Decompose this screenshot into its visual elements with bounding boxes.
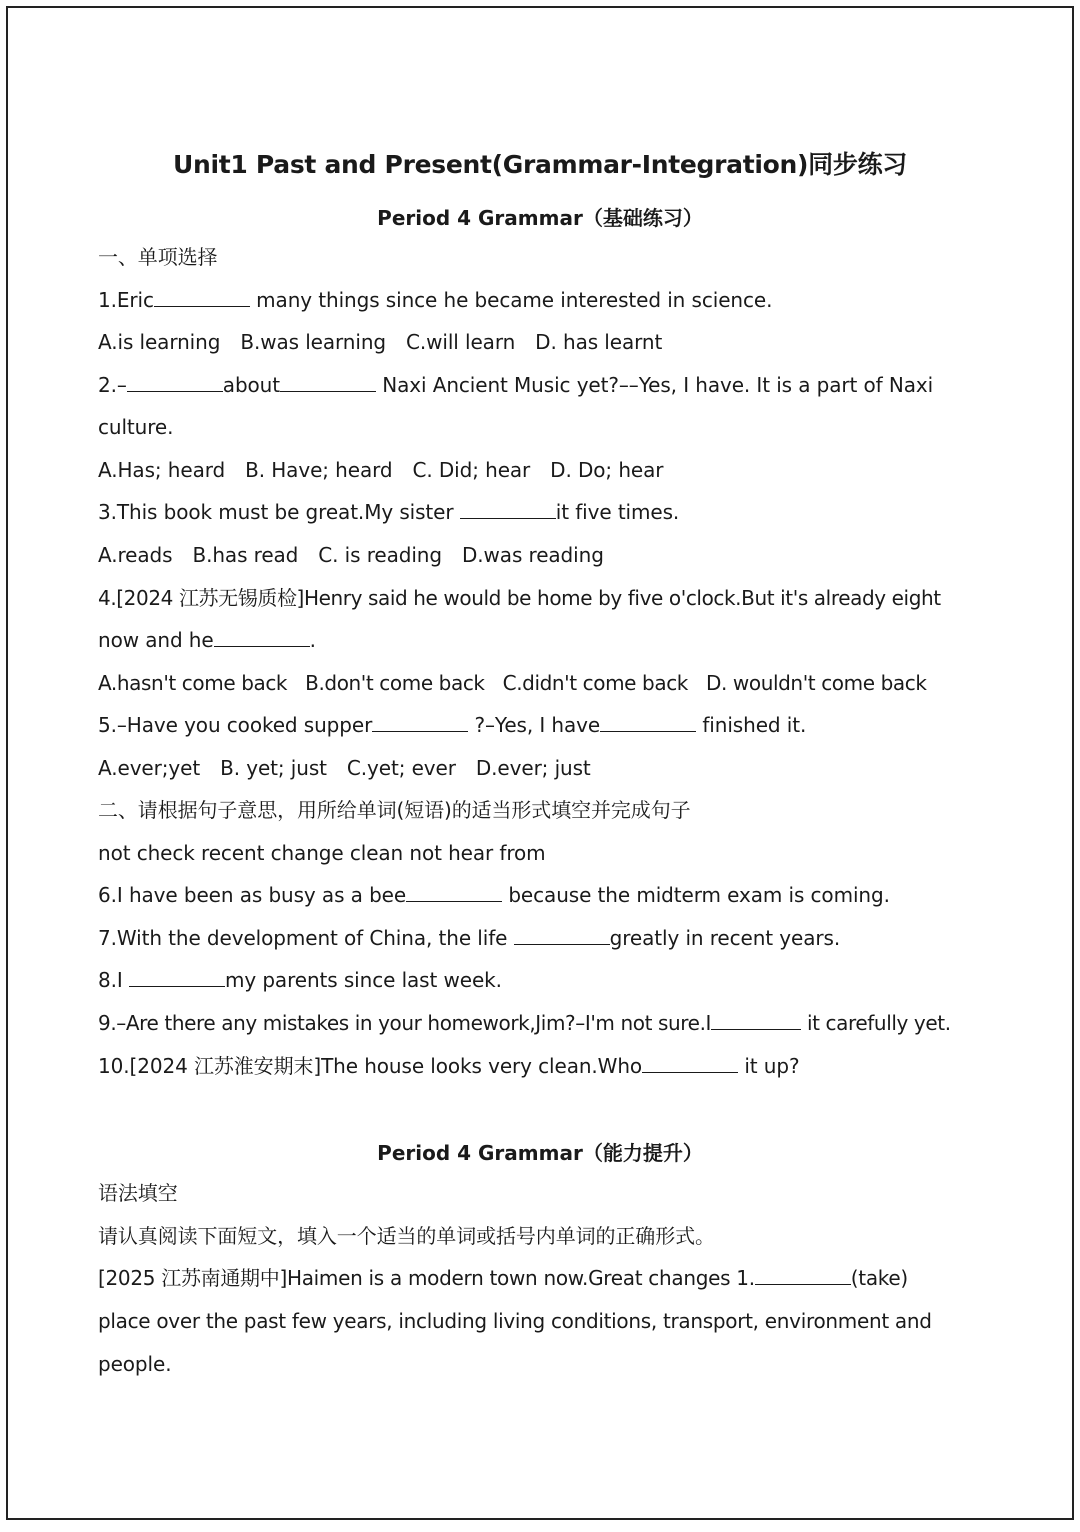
question-3-options bbox=[98, 542, 604, 568]
answer-blank[interactable] bbox=[600, 713, 696, 732]
question-4-options bbox=[98, 670, 927, 696]
option-a: A.is learning bbox=[98, 330, 221, 354]
option-b: B. Have; heard bbox=[245, 458, 393, 482]
question-7: 7.With the development of China, the life greatly in recent years. bbox=[98, 926, 841, 950]
question-8: 8.I my parents since last week. bbox=[98, 968, 502, 992]
question-4: 4.[2024 江苏无锡质检]Henry said he would be home by five o'clock.But it's already eight bbox=[98, 586, 941, 610]
page-title: Unit1 Past and Present(Grammar-Integration)同步练习 bbox=[173, 150, 907, 179]
option-c: C.didn't come back bbox=[502, 671, 688, 695]
passage-line-1: [2025 江苏南通期中]Haimen is a modern town now.Great changes 1. (take) bbox=[98, 1266, 908, 1290]
passage-line-2: place over the past few years, including living conditions, transport, environment and bbox=[98, 1309, 932, 1333]
option-b: B.don't come back bbox=[305, 671, 485, 695]
option-a: A.Has; heard bbox=[98, 458, 226, 482]
question-5: 5.–Have you cooked supper ?–Yes, I have finished it. bbox=[98, 713, 807, 737]
option-d: D. wouldn't come back bbox=[705, 671, 927, 695]
answer-blank[interactable] bbox=[129, 968, 225, 987]
option-a: A.hasn't come back bbox=[98, 671, 288, 695]
period-heading-advanced: Period 4 Grammar（能力提升） bbox=[377, 1141, 703, 1165]
option-c: C.will learn bbox=[406, 330, 516, 354]
question-2-options bbox=[98, 457, 663, 483]
question-1-options bbox=[98, 329, 662, 355]
section-heading-multiple-choice: 一、单项选择 bbox=[98, 245, 218, 269]
answer-blank[interactable] bbox=[711, 1011, 801, 1030]
option-d: D.ever; just bbox=[475, 756, 591, 780]
answer-blank[interactable] bbox=[514, 926, 610, 945]
question-4-continuation: now and he . bbox=[98, 628, 316, 652]
answer-blank[interactable] bbox=[460, 500, 556, 519]
answer-blank[interactable] bbox=[372, 713, 468, 732]
question-6: 6.I have been as busy as a bee because the midterm exam is coming. bbox=[98, 883, 890, 907]
answer-blank[interactable] bbox=[755, 1266, 851, 1285]
question-9: 9.–Are there any mistakes in your homework,Jim?–I'm not sure.I it carefully yet. bbox=[98, 1011, 951, 1035]
cloze-instruction: 请认真阅读下面短文，填入一个适当的单词或括号内单词的正确形式。 bbox=[98, 1224, 715, 1248]
answer-blank[interactable] bbox=[642, 1054, 738, 1073]
option-b: B.has read bbox=[192, 543, 299, 567]
question-2: 2.– about Naxi Ancient Music yet?––Yes, I have. It is a part of Naxi bbox=[98, 373, 934, 397]
option-c: C.yet; ever bbox=[346, 756, 456, 780]
question-10: 10.[2024 江苏淮安期末]The house looks very clean.Who it up? bbox=[98, 1054, 800, 1078]
word-bank: not check recent change clean not hear from bbox=[98, 841, 546, 865]
option-a: A.ever;yet bbox=[98, 756, 201, 780]
answer-blank[interactable] bbox=[154, 288, 250, 307]
option-c: C. is reading bbox=[318, 543, 442, 567]
option-d: D. Do; hear bbox=[550, 458, 664, 482]
option-b: B.was learning bbox=[240, 330, 386, 354]
option-d: D.was reading bbox=[461, 543, 604, 567]
section-heading-grammar-cloze: 语法填空 bbox=[98, 1181, 178, 1205]
section-heading-fill-in: 二、请根据句子意思，用所给单词(短语)的适当形式填空并完成句子 bbox=[98, 798, 691, 822]
answer-blank[interactable] bbox=[214, 628, 310, 647]
passage-line-3: people. bbox=[98, 1352, 172, 1376]
worksheet-page bbox=[6, 6, 1074, 1520]
option-a: A.reads bbox=[98, 543, 173, 567]
option-b: B. yet; just bbox=[220, 756, 327, 780]
answer-blank[interactable] bbox=[280, 373, 376, 392]
question-3: 3.This book must be great.My sister it five times. bbox=[98, 500, 680, 524]
option-c: C. Did; hear bbox=[412, 458, 531, 482]
option-d: D. has learnt bbox=[535, 330, 663, 354]
question-1: 1.Eric many things since he became interested in science. bbox=[98, 288, 773, 312]
question-5-options bbox=[98, 755, 591, 781]
period-heading-basic: Period 4 Grammar（基础练习） bbox=[377, 206, 703, 230]
answer-blank[interactable] bbox=[406, 883, 502, 902]
question-2-continuation: culture. bbox=[98, 415, 174, 439]
answer-blank[interactable] bbox=[127, 373, 223, 392]
